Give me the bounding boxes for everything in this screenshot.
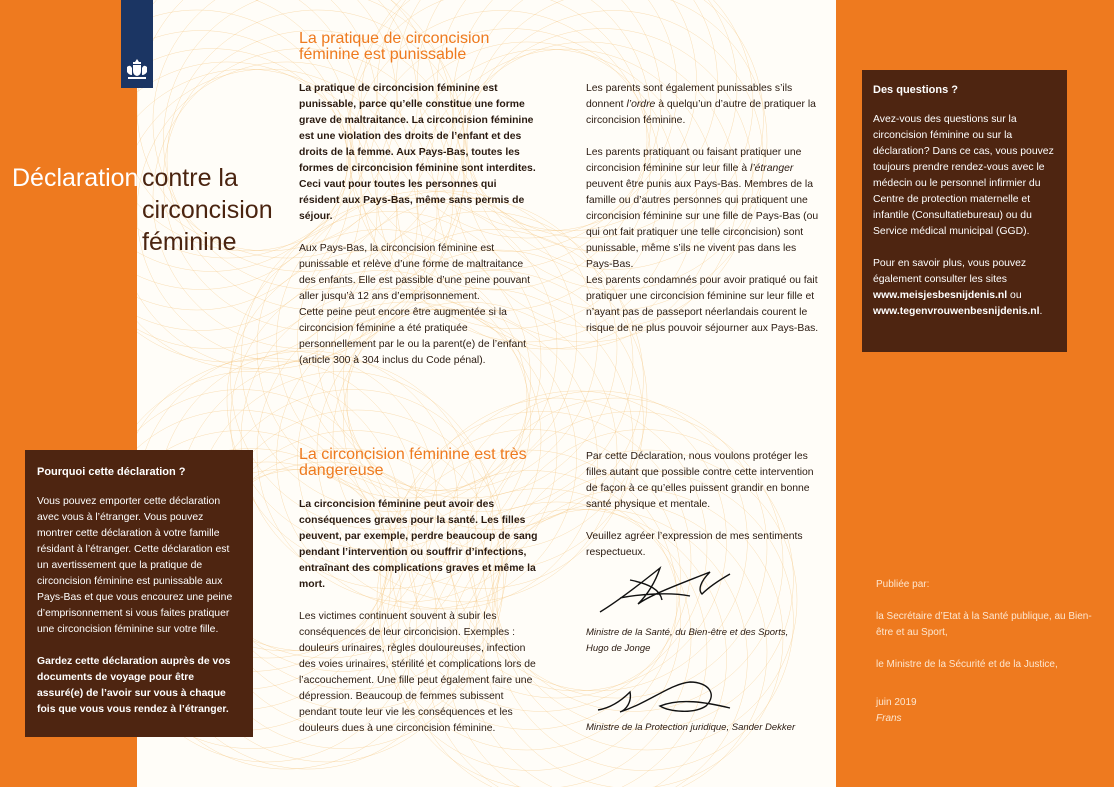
end-dot: . (1039, 306, 1043, 317)
government-logo-ribbon (121, 0, 153, 88)
signature1-caption-line2: Hugo de Jonge (586, 643, 651, 654)
questions-box (862, 70, 1067, 352)
section2-bold-intro: La circoncision féminine peut avoir des conséquences graves pour la santé. Les filles peuvent, par exemple, perdre beaucoup de sang pendant l’intervention ou souffrir d’infections, entraînant des complications graves et même la mort. (299, 499, 538, 590)
signature2-caption: Ministre de la Protection juridique, Sander Dekker (586, 722, 796, 733)
column2-para3: Les parents condamnés pour avoir pratiqué ou fait pratiquer une circoncision féminine sur leur fille et n’ayant pas de passeport néerlandais courent le risque de ne plus pouvoir séjourner aux Pays-Bas. (586, 275, 819, 334)
closing-para2: Veuillez agréer l’expression de mes sentiments respectueux. (586, 531, 803, 558)
why-declaration-heading: Pourquoi cette déclaration ? (37, 466, 186, 478)
questions-para2: Pour en savoir plus, vous pouvez également consulter les sites (873, 258, 1027, 285)
section2-heading: La circoncision féminine est très dangereuse (299, 446, 527, 479)
column2-para1-em: l’ordre (626, 99, 656, 110)
signature1-caption-line1: Ministre de la Santé, du Bien-être et des Sports, (586, 627, 789, 638)
column2-bottom-body (586, 449, 824, 561)
section2-para1: Les victimes continuent souvent à subir les conséquences de leur circoncision. Exemples : douleurs urinaires, règles douloureuses, infection des voies urinaires, stérilité et complications lors de l’accouchement. Une fille peut également faire une dépression. Beaucoup de femmes subissent pendant toute leur vie les conséquences et les douleurs dues à une circoncision féminine. (299, 611, 536, 734)
questions-heading: Des questions ? (873, 84, 958, 96)
signature-sander-dekker (590, 672, 740, 718)
section1-para2: Cette peine peut encore être augmentée si la circoncision féminine a été pratiquée personnellement par le ou la parent(e) de l’enfant (article 300 à 304 inclus du Code pénal). (299, 307, 527, 366)
site-link-meisjesbesnijdenis[interactable]: www.meisjesbesnijdenis.nl (873, 290, 1008, 301)
closing-para1: Par cette Déclaration, nous voulons protéger les filles autant que possible contre cette intervention de façon à ce qu’elles puissent grandir en bonne santé physique et mentale. (586, 451, 814, 510)
section1-body (299, 81, 539, 369)
section1-heading: La pratique de circoncision féminine est punissable (299, 30, 490, 63)
section2-body (299, 497, 539, 737)
why-declaration-box (25, 450, 253, 737)
title-part1: Déclaration (12, 164, 139, 192)
title-part2: contre la circoncision féminine (142, 164, 273, 256)
why-declaration-para2: Gardez cette déclaration auprès de vos documents de voyage pour être assuré(e) de l’avoir sur vous à chaque fois que vous vous rendez à l’étranger. (37, 656, 231, 715)
why-declaration-para1: Vous pouvez emporter cette déclaration avec vous à l’étranger. Vous pouvez montrer cette déclaration à votre famille résidant à l’étranger. Cette déclaration est un avertissement que la pratique de circoncision féminine est punissable aux Pays-Bas et que vous encourez une peine d’emprisonnement si vous faites pratiquer une circoncision féminine sur votre fille. (37, 496, 233, 635)
column2-para2-a: Les parents pratiquant ou faisant pratiquer une circoncision féminine sur leur fille à (586, 147, 802, 174)
signature-hugo-de-jonge (590, 560, 740, 620)
column2-top-body (586, 81, 819, 337)
or-word: ou (1007, 290, 1022, 301)
site-link-tegenvrouwenbesnijdenis[interactable]: www.tegenvrouwenbesnijdenis.nl (873, 306, 1040, 317)
publisher-label: Publiée par: (876, 579, 930, 590)
section1-para1: Aux Pays-Bas, la circoncision féminine est punissable et relève d’une forme de maltraitance des enfants. Elle est passible d’une peine pouvant aller jusqu’à 12 ans d’emprisonnement. (299, 243, 531, 302)
column2-para1-a: Les parents sont également punissables s’ils donnent (586, 83, 793, 110)
column2-para2-b: peuvent être punis aux Pays-Bas. Membres de la famille ou d’autres personnes qui pratiquent une circoncision féminine sur une fille de Pays-Bas (ou qui ont fait pratiquer une telle circoncision) sont punissable, même s’ils ne vivent pas dans les Pays-Bas. (586, 179, 819, 270)
column2-para1-b: à quelqu’un d’autre de pratiquer la circoncision féminine. (586, 99, 816, 126)
questions-para1: Avez-vous des questions sur la circoncision féminine ou sur la déclaration? Dans ce cas, vous pouvez toujours prendre rendez-vous avec le médecin ou le personnel infirmier du Centre de protection maternelle et infantile (Consultatiebureau) ou du Service médical municipal (GGD). (873, 114, 1054, 237)
column2-para2-em: l’étranger (750, 163, 794, 174)
publisher-block (876, 577, 1096, 727)
section1-bold-intro: La pratique de circoncision féminine est punissable, parce qu’elle constitue une forme grave de maltraitance. La circoncision féminine est une violation des droits de l’enfant et des droits de la femme. Aux Pays-Bas, toutes les formes de circoncision féminine sont interdites. Ceci vaut pour toutes les personnes qui résident aux Pays-Bas, même sans permis de séjour. (299, 83, 536, 222)
publisher-date: juin 2019 (876, 697, 917, 708)
royal-coat-of-arms-icon (125, 58, 149, 80)
signature1-caption (586, 625, 826, 657)
publisher-line1: la Secrétaire d’Etat à la Santé publique, au Bien-être et au Sport, (876, 611, 1092, 638)
publisher-line2: le Ministre de la Sécurité et de la Justice, (876, 659, 1058, 670)
publisher-language: Frans (876, 713, 902, 724)
